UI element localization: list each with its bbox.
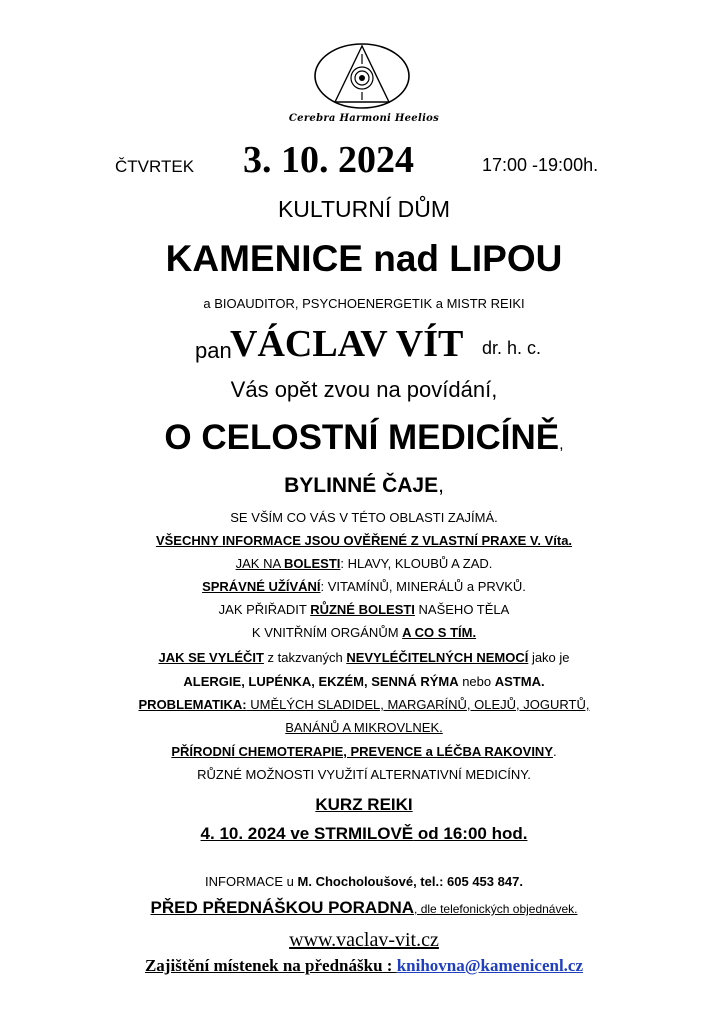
- line-4a: SPRÁVNÉ UŽÍVÁNÍ: [202, 579, 321, 594]
- event-venue: KULTURNÍ DŮM: [277, 196, 451, 222]
- line-7c: NEVYLÉČITELNÝCH NEMOCÍ: [346, 650, 529, 665]
- line-12: RŮZNÉ MOŽNOSTI VYUŽITÍ ALTERNATIVNÍ MEDICÍNY.: [197, 767, 531, 782]
- line-3b: BOLESTI: [284, 556, 341, 571]
- invite-text: Vás opět zvou na povídání,: [230, 377, 498, 402]
- topic-main-text: O CELOSTNÍ MEDICÍNĚ: [164, 418, 560, 457]
- line-9a: PROBLEMATIKA:: [138, 697, 247, 712]
- line-5: [0, 602, 728, 617]
- tickets-line: [0, 956, 728, 976]
- line-6a: K VNITŘNÍM ORGÁNŮM: [251, 625, 403, 640]
- host-prefix: pan: [195, 338, 232, 363]
- line-7b: z takzvaných: [263, 650, 347, 665]
- tickets-text: Zajištění místenek na přednášku :: [144, 956, 397, 975]
- topic-second: [0, 474, 728, 498]
- line-11b: .: [553, 744, 557, 759]
- counsel-line-b: , dle telefonických objednávek.: [414, 902, 578, 916]
- line-7d: jako je: [528, 650, 570, 665]
- line-1: SE VŠÍM CO VÁS V TÉTO OBLASTI ZAJÍMÁ.: [230, 510, 498, 525]
- topic-second-text: BYLINNÉ ČAJE: [284, 474, 439, 497]
- host-name: VÁCLAV VÍT: [230, 323, 464, 365]
- line-5a: JAK PŘIŘADIT: [218, 602, 311, 617]
- line-8: [0, 674, 728, 689]
- host-title: dr. h. c.: [482, 338, 542, 358]
- website-link[interactable]: www.vaclav-vit.cz: [289, 929, 439, 951]
- info-line: [0, 874, 728, 889]
- line-9b: UMĚLÝCH SLADIDEL, MARGARÍNŮ, OLEJŮ, JOGURTŮ,: [246, 697, 590, 712]
- line-5b: RŮZNÉ BOLESTI: [310, 602, 415, 617]
- line-4b: : VITAMÍNŮ, MINERÁLŮ a PRVKŮ.: [320, 579, 526, 594]
- event-town: KAMENICE nad LIPOU: [165, 238, 563, 279]
- line-2: VŠECHNY INFORMACE JSOU OVĚŘENÉ Z VLASTNÍ PRAXE V. Víta.: [155, 533, 573, 548]
- line-3c: : HLAVY, KLOUBŮ A ZAD.: [340, 556, 493, 571]
- line-7a: JAK SE VYLÉČIT: [158, 650, 264, 665]
- counsel-line: [0, 898, 728, 918]
- line-11a: PŘÍRODNÍ CHEMOTERAPIE, PREVENCE a LÉČBA RAKOVINY: [171, 744, 553, 759]
- counsel-line-a: PŘED PŘEDNÁŠKOU PORADNA: [150, 898, 415, 917]
- line-7: [0, 650, 728, 665]
- tickets-email-link[interactable]: knihovna@kamenicenl.cz: [396, 956, 584, 975]
- reiki-date-b: od 16:00 hod.: [413, 824, 528, 843]
- line-8b: nebo: [458, 674, 495, 689]
- event-time: 17:00 -19:00h.: [482, 155, 599, 175]
- event-date: 3. 10. 2024: [243, 139, 414, 181]
- reiki-date-a: 4. 10. 2024 ve STRMILOVĚ: [200, 824, 414, 843]
- cerebra-logo-icon: [313, 42, 411, 110]
- line-5c: NAŠEHO TĚLA: [414, 602, 510, 617]
- date-row: [0, 138, 728, 184]
- line-8a: ALERGIE, LUPÉNKA, EKZÉM, SENNÁ RÝMA: [183, 674, 459, 689]
- website-line: [0, 929, 728, 952]
- line-6: [0, 625, 728, 640]
- reiki-date: [0, 824, 728, 844]
- info-line-a: INFORMACE u: [205, 874, 298, 889]
- host-name-row: [0, 320, 728, 368]
- line-8c: ASTMA.: [494, 674, 545, 689]
- topic-main: [0, 418, 728, 458]
- reiki-course: KURZ REIKI: [315, 795, 413, 814]
- event-day: ČTVRTEK: [115, 157, 195, 176]
- info-line-b: M. Chocholoušové, tel.: 605 453 847.: [297, 874, 523, 889]
- line-4: [0, 579, 728, 594]
- topic-second-comma: ,: [438, 474, 444, 497]
- line-6b: A CO S TÍM.: [402, 625, 477, 640]
- line-9: [0, 697, 728, 712]
- line-10: BANÁNŮ A MIKROVLNEK.: [285, 720, 443, 735]
- topic-main-comma: ,: [559, 436, 564, 453]
- line-3a: JAK NA: [235, 556, 285, 571]
- host-roles: a BIOAUDITOR, PSYCHOENERGETIK a MISTR REIKI: [203, 296, 525, 311]
- logo-motto: Cerebra Harmoni Heelios: [288, 113, 440, 124]
- line-11: [0, 744, 728, 759]
- line-3: [0, 556, 728, 571]
